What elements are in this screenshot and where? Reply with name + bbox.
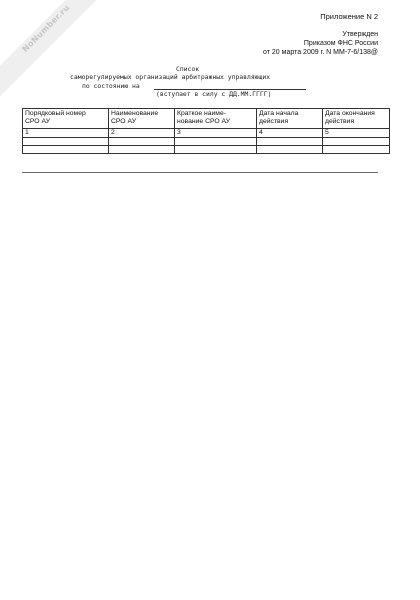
header-cell-short-name [175, 109, 257, 129]
document-title: Список [176, 65, 200, 73]
approval-line-1: Утвержден [342, 31, 378, 38]
header-text: действия [259, 117, 289, 125]
approval-line-3: от 20 марта 2009 г. N ММ-7-6/138@ [263, 49, 378, 56]
header-text: Дата окончания [325, 110, 375, 117]
table-cell[interactable] [23, 145, 109, 153]
header-text: Наименование [111, 110, 159, 117]
header-text: нование СРО АУ [177, 117, 231, 125]
column-number-cell: 3 [175, 129, 257, 138]
table-header-row [23, 109, 390, 129]
table-cell[interactable] [109, 137, 175, 145]
column-number-cell: 1 [23, 129, 109, 138]
header-text: Краткое наиме- [177, 110, 227, 117]
table-cell[interactable] [109, 145, 175, 153]
approval-block [263, 30, 378, 57]
separator-line [22, 172, 378, 173]
table-row [23, 145, 390, 153]
header-cell-number [23, 109, 109, 129]
approval-line-2: Приказом ФНС России [303, 40, 378, 47]
header-text: СРО АУ [25, 117, 51, 125]
table-cell[interactable] [323, 137, 390, 145]
header-cell-start-date [257, 109, 323, 129]
table-cell[interactable] [323, 145, 390, 153]
effective-date-note: (вступает в силу с ДД.ММ.ГГГГ) [156, 90, 272, 98]
column-number-cell: 5 [323, 129, 390, 138]
header-text: Дата начала [259, 110, 299, 117]
watermark-text: NoNumber.ru [20, 3, 72, 54]
table-cell[interactable] [257, 145, 323, 153]
document-subtitle: саморегулируемых организаций арбитражных управляющих [70, 73, 271, 81]
column-number-cell: 2 [109, 129, 175, 138]
table-cell[interactable] [175, 145, 257, 153]
table-cell[interactable] [23, 137, 109, 145]
column-number-row [23, 129, 390, 138]
header-cell-end-date [323, 109, 390, 129]
header-text: действия [325, 117, 355, 125]
table-cell[interactable] [175, 137, 257, 145]
header-text: СРО АУ [111, 117, 137, 125]
table-cell[interactable] [257, 137, 323, 145]
as-of-date-label: по состоянию на [82, 82, 140, 90]
header-cell-name [109, 109, 175, 129]
column-number-cell: 4 [257, 129, 323, 138]
table-row [23, 137, 390, 145]
sro-list-table [22, 108, 390, 154]
header-text: Порядковый номер [25, 110, 86, 117]
watermark [0, 0, 110, 110]
appendix-label: Приложение N 2 [320, 12, 378, 21]
